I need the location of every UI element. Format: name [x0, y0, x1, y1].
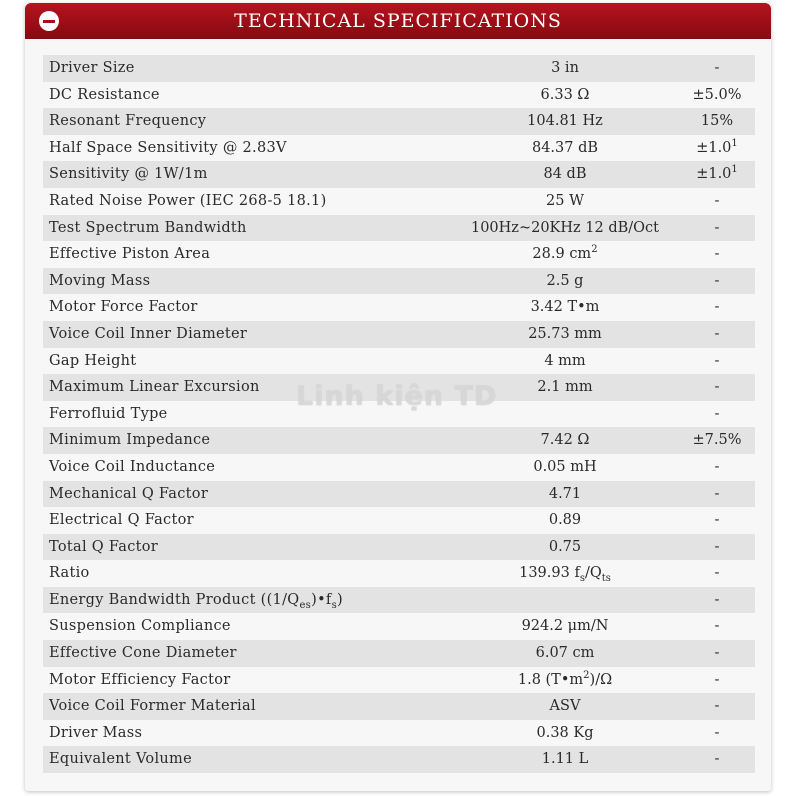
spec-tolerance-text: - — [714, 60, 720, 76]
spec-value-text: 6.33 Ω — [540, 86, 590, 103]
spec-tolerance-text: - — [714, 512, 720, 529]
spec-name: Electrical Q Factor — [49, 512, 194, 529]
spec-row — [43, 693, 755, 720]
spec-name: Voice Coil Inductance — [49, 458, 216, 475]
spec-row — [43, 161, 755, 188]
spec-row — [43, 587, 755, 614]
spec-name: Driver Size — [49, 60, 135, 76]
spec-value — [445, 55, 685, 82]
spec-row — [43, 560, 755, 587]
spec-tolerance-text: - — [714, 299, 720, 316]
spec-row — [43, 55, 755, 82]
spec-name: Effective Cone Diameter — [49, 645, 237, 662]
spec-value — [445, 693, 685, 720]
spec-tolerance-text: - — [714, 192, 720, 209]
spec-row — [43, 135, 755, 162]
spec-tolerance-text: 15% — [700, 113, 734, 130]
spec-tolerance-text: - — [714, 405, 720, 422]
watermark: Linh kiện TD — [296, 381, 498, 412]
specs-header — [25, 3, 771, 39]
spec-tolerance-text: - — [714, 671, 720, 688]
spec-tolerance — [679, 640, 755, 667]
spec-row — [43, 241, 755, 268]
spec-tolerance-text: ±1.0 — [696, 166, 732, 183]
spec-row — [43, 534, 755, 561]
spec-name: Half Space Sensitivity @ 2.83V — [49, 139, 287, 156]
spec-value — [445, 640, 685, 667]
spec-value-text: 924.2 μm/N — [521, 618, 609, 635]
spec-value — [445, 215, 685, 242]
spec-tolerance-text: - — [714, 246, 720, 263]
spec-tolerance — [679, 374, 755, 401]
spec-value — [445, 427, 685, 454]
spec-tolerance-text: - — [714, 219, 720, 236]
spec-name: Total Q Factor — [49, 538, 159, 555]
spec-value — [445, 294, 685, 321]
spec-tolerance-text: - — [714, 379, 720, 396]
spec-row — [43, 82, 755, 109]
spec-value — [445, 454, 685, 481]
spec-row — [43, 454, 755, 481]
spec-row — [43, 720, 755, 747]
spec-tolerance — [679, 507, 755, 534]
spec-name: Test Spectrum Bandwidth — [49, 219, 247, 236]
spec-value-text: 6.07 cm — [535, 645, 595, 662]
spec-tolerance — [679, 427, 755, 454]
spec-tolerance — [679, 720, 755, 747]
spec-tolerance-text: - — [714, 272, 720, 289]
spec-value — [445, 348, 685, 375]
spec-tolerance-text: ±1.0 — [696, 139, 732, 156]
spec-value — [445, 613, 685, 640]
spec-name: Mechanical Q Factor — [49, 485, 209, 502]
spec-tolerance-text: - — [714, 591, 720, 608]
spec-tolerance-text: ±5.0% — [692, 86, 742, 103]
spec-row — [43, 188, 755, 215]
spec-row — [43, 507, 755, 534]
spec-row — [43, 667, 755, 694]
spec-row — [43, 108, 755, 135]
spec-value — [445, 507, 685, 534]
spec-tolerance — [679, 667, 755, 694]
spec-tolerance — [679, 321, 755, 348]
spec-row — [43, 640, 755, 667]
spec-tolerance — [679, 215, 755, 242]
spec-name: Motor Force Factor — [49, 299, 198, 316]
spec-value — [445, 188, 685, 215]
spec-tolerance — [679, 746, 755, 773]
spec-value-text: 4.71 — [548, 485, 582, 502]
spec-tolerance-text: - — [714, 724, 720, 741]
spec-tolerance — [679, 55, 755, 82]
spec-row — [43, 268, 755, 295]
spec-tolerance — [679, 241, 755, 268]
spec-value-text: 4 mm — [544, 352, 586, 369]
spec-value-text: 0.05 mH — [533, 458, 597, 475]
spec-tolerance — [679, 268, 755, 295]
spec-name: Ratio — [49, 565, 90, 582]
spec-tolerance — [679, 82, 755, 109]
spec-tolerance — [679, 454, 755, 481]
spec-tolerance-text: - — [714, 458, 720, 475]
spec-table — [43, 55, 755, 773]
spec-value-text: 0.75 — [548, 538, 582, 555]
spec-tolerance — [679, 294, 755, 321]
spec-value-text: 7.42 Ω — [540, 432, 590, 449]
spec-name: Voice Coil Former Material — [49, 698, 256, 715]
spec-tolerance-superscript: 1 — [731, 164, 738, 176]
spec-name: Rated Noise Power (IEC 268-5 18.1) — [49, 192, 327, 209]
spec-tolerance — [679, 161, 755, 188]
spec-tolerance-text: - — [714, 352, 720, 369]
spec-value-text: 3 in — [551, 60, 579, 76]
spec-value — [445, 108, 685, 135]
spec-tolerance-text: ±7.5% — [692, 432, 742, 449]
spec-value — [445, 135, 685, 162]
spec-value-text: 84 dB — [543, 166, 587, 183]
page-title: TECHNICAL SPECIFICATIONS — [234, 10, 562, 32]
spec-name: Moving Mass — [49, 272, 151, 289]
spec-name: Sensitivity @ 1W/1m — [49, 166, 208, 183]
spec-name: Driver Mass — [49, 724, 143, 741]
spec-tolerance — [679, 135, 755, 162]
spec-name: Energy Bandwidth Product $((1/Q_{es})•f_s)$ — [49, 591, 343, 611]
spec-tolerance — [679, 108, 755, 135]
spec-value-text: ASV — [549, 698, 581, 715]
spec-value — [445, 268, 685, 295]
spec-value-text: 0.89 — [548, 512, 582, 529]
spec-row — [43, 746, 755, 773]
spec-tolerance-text: - — [714, 565, 720, 582]
spec-tolerance — [679, 481, 755, 508]
spec-value-superscript: 2 — [591, 244, 598, 256]
spec-row — [43, 215, 755, 242]
spec-value — [445, 82, 685, 109]
spec-row — [43, 481, 755, 508]
spec-name: Suspension Compliance — [49, 618, 231, 635]
spec-value-text: 25.73 mm — [528, 325, 602, 342]
spec-row — [43, 294, 755, 321]
spec-row — [43, 427, 755, 454]
spec-value-text: 25 W — [546, 192, 584, 209]
spec-value: 1.8 $(T•m^2)/\Omega$ — [517, 669, 613, 688]
spec-tolerance-text: - — [714, 485, 720, 502]
spec-tolerance-text: - — [714, 618, 720, 635]
spec-value-text: 1.11 L — [541, 751, 589, 768]
spec-tolerance-text: - — [714, 698, 720, 715]
spec-value — [445, 481, 685, 508]
spec-name: Ferrofluid Type — [49, 405, 168, 422]
spec-value — [445, 321, 685, 348]
spec-name: Resonant Frequency — [49, 113, 207, 130]
spec-value-text: 100Hz~20KHz 12 dB/Oct — [470, 219, 659, 236]
spec-value — [445, 534, 685, 561]
spec-name: Effective Piston Area — [49, 246, 211, 263]
spec-value-text: 84.37 dB — [531, 139, 599, 156]
spec-tolerance — [679, 401, 755, 428]
spec-tolerance-superscript: 1 — [731, 137, 738, 149]
spec-row — [43, 321, 755, 348]
spec-tolerance-text: - — [714, 645, 720, 662]
spec-value-text: 104.81 Hz — [527, 113, 603, 130]
spec-tolerance — [679, 613, 755, 640]
spec-name: DC Resistance — [49, 86, 160, 103]
spec-tolerance — [679, 693, 755, 720]
spec-value-text: 3.42 T•m — [530, 299, 600, 316]
spec-tolerance — [679, 534, 755, 561]
spec-value — [445, 720, 685, 747]
spec-value-text: 0.38 Kg — [536, 724, 594, 741]
spec-value-text: 2.1 mm — [537, 379, 593, 396]
spec-value — [445, 241, 685, 268]
spec-name: Voice Coil Inner Diameter — [49, 325, 248, 342]
spec-name: Maximum Linear Excursion — [49, 379, 260, 396]
spec-value-text: 2.5 g — [546, 272, 584, 289]
spec-name: Gap Height — [49, 352, 137, 369]
spec-tolerance — [679, 188, 755, 215]
spec-tolerance — [679, 587, 755, 614]
spec-row — [43, 348, 755, 375]
spec-tolerance — [679, 560, 755, 587]
spec-value — [445, 161, 685, 188]
spec-name: Equivalent Volume — [49, 751, 192, 768]
spec-value-text: 28.9 cm — [532, 246, 592, 263]
spec-tolerance — [679, 348, 755, 375]
spec-tolerance-text: - — [714, 751, 720, 768]
spec-value: 139.93 $f_s/Q_{ts}$ — [519, 565, 611, 585]
spec-row — [43, 613, 755, 640]
spec-value — [445, 746, 685, 773]
spec-tolerance-text: - — [714, 325, 720, 342]
spec-tolerance-text: - — [714, 538, 720, 555]
spec-name: Minimum Impedance — [49, 432, 211, 449]
spec-name: Motor Efficiency Factor — [49, 671, 231, 688]
